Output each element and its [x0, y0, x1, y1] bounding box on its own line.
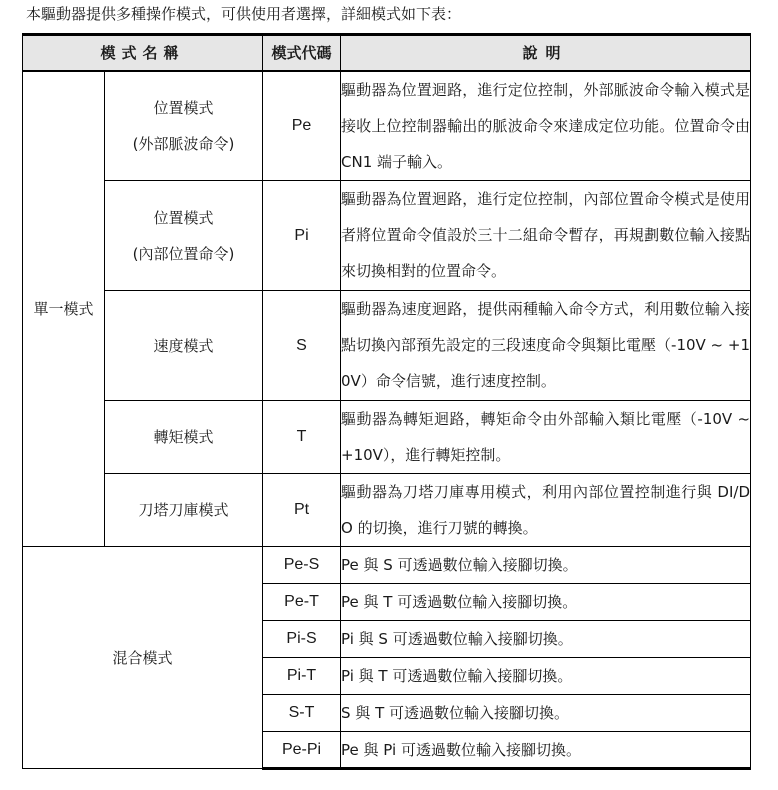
mode-name-detail: (外部脈波命令) — [132, 134, 235, 153]
mode-table — [22, 33, 751, 770]
mode-name: 轉矩模式 — [105, 401, 263, 474]
table-row — [23, 547, 751, 584]
mode-code: Pe-Pi — [263, 732, 341, 769]
mode-code: Pt — [263, 474, 341, 547]
mode-name-cell — [105, 181, 263, 291]
mode-code: S-T — [263, 695, 341, 732]
table-row — [23, 291, 751, 401]
mode-code: T — [263, 401, 341, 474]
mode-name-detail: (內部位置命令) — [132, 244, 235, 263]
mode-description: Pi 與 T 可透過數位輸入接腳切換。 — [341, 658, 751, 695]
mode-description: S 與 T 可透過數位輸入接腳切換。 — [341, 695, 751, 732]
mode-description: Pe 與 S 可透過數位輸入接腳切換。 — [341, 547, 751, 584]
mode-name-cell — [105, 71, 263, 181]
mode-code: S — [263, 291, 341, 401]
mode-description: Pe 與 Pi 可透過數位輸入接腳切換。 — [341, 732, 751, 769]
mode-description: 驅動器為刀塔刀庫專用模式，利用內部位置控制進行與 DI/DO 的切換，進行刀號的轉換。 — [341, 474, 751, 547]
table-header-row — [23, 35, 751, 71]
mode-code: Pe-S — [263, 547, 341, 584]
mode-name: 刀塔刀庫模式 — [105, 474, 263, 547]
mode-code: Pi — [263, 181, 341, 291]
header-mode-name: 模式名稱 — [23, 35, 263, 71]
table-row — [23, 181, 751, 291]
mode-name: 位置模式 — [153, 98, 214, 117]
mode-name: 位置模式 — [153, 208, 214, 227]
mode-code: Pi-T — [263, 658, 341, 695]
table-row — [23, 474, 751, 547]
mode-name: 速度模式 — [105, 291, 263, 401]
mode-description: 驅動器為位置迴路，進行定位控制，內部位置命令模式是使用者將位置命令值設於三十二組命令暫存，再規劃數位輸入接點來切換相對的位置命令。 — [341, 181, 751, 291]
mode-code: Pe — [263, 71, 341, 181]
table-row — [23, 71, 751, 181]
mode-description: Pe 與 T 可透過數位輸入接腳切換。 — [341, 584, 751, 621]
mixed-mode-group-label: 混合模式 — [23, 547, 263, 769]
table-row — [23, 401, 751, 474]
header-description: 說明 — [341, 35, 751, 71]
mode-description: Pi 與 S 可透過數位輸入接腳切換。 — [341, 621, 751, 658]
mode-description: 驅動器為速度迴路，提供兩種輸入命令方式，利用數位輸入接點切換內部預先設定的三段速度命令與類比電壓（-10V ~ +10V）命令信號，進行速度控制。 — [341, 291, 751, 401]
mode-code: Pi-S — [263, 621, 341, 658]
intro-text: 本驅動器提供多種操作模式，可供使用者選擇，詳細模式如下表： — [26, 5, 462, 23]
header-mode-code: 模式代碼 — [263, 35, 341, 71]
mode-description: 驅動器為轉矩迴路，轉矩命令由外部輸入類比電壓（-10V ~ +10V），進行轉矩控制。 — [341, 401, 751, 474]
mode-code: Pe-T — [263, 584, 341, 621]
mode-description: 驅動器為位置迴路，進行定位控制，外部脈波命令輸入模式是接收上位控制器輸出的脈波命令來達成定位功能。位置命令由 CN1 端子輸入。 — [341, 71, 751, 181]
single-mode-group-label: 單一模式 — [23, 71, 105, 547]
